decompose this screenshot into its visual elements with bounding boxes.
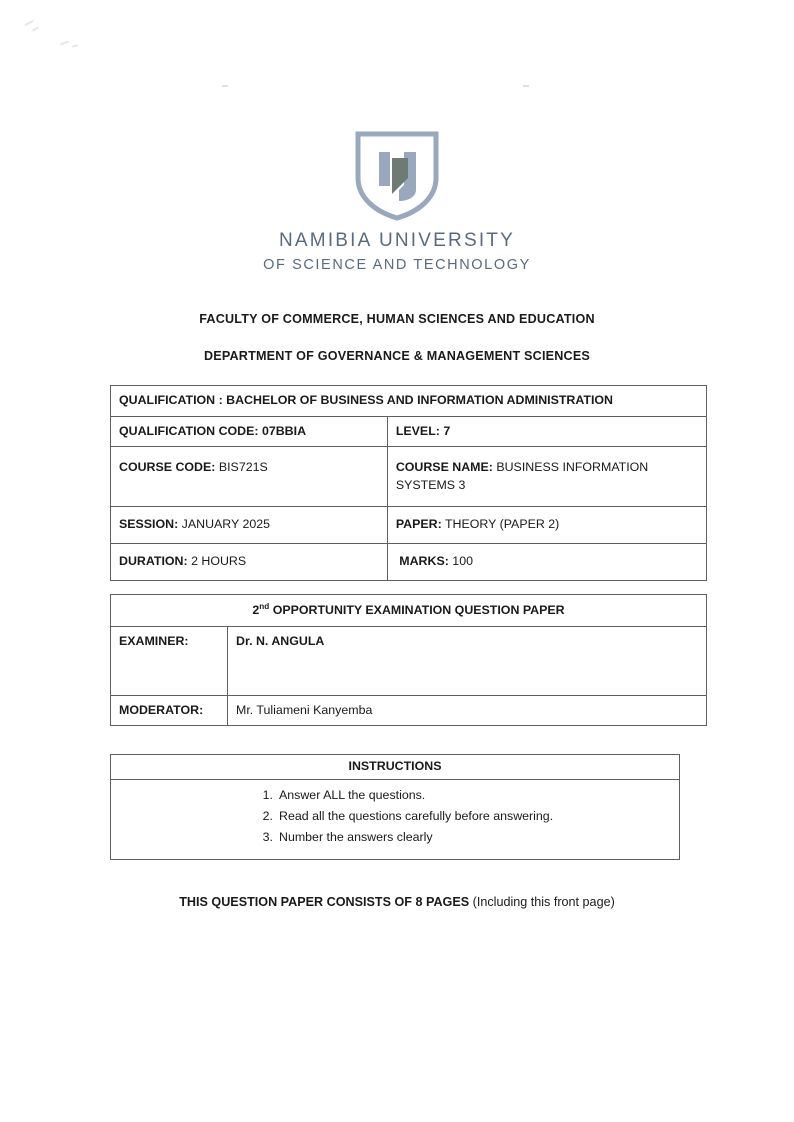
table-row-examiner (111, 626, 707, 695)
table-row-moderator (111, 695, 707, 726)
university-name: NAMIBIA UNIVERSITY (279, 230, 515, 251)
session-value: JANUARY 2025 (181, 517, 271, 532)
scan-speck-right (523, 85, 529, 87)
exam-title-suffix: OPPORTUNITY EXAMINATION QUESTION PAPER (269, 603, 565, 618)
course-code-cell (111, 447, 388, 507)
list-item (262, 785, 671, 806)
duration-value: 2 HOURS (191, 554, 247, 569)
level-label: LEVEL: (395, 423, 440, 438)
instructions-list (119, 785, 671, 849)
list-item (262, 827, 671, 848)
table-row-session-paper (111, 507, 707, 544)
table-row-course (111, 447, 707, 507)
instructions-heading: INSTRUCTIONS (111, 755, 680, 780)
scan-speck-left (222, 85, 228, 87)
paper-label: PAPER: (395, 517, 442, 532)
marks-cell (387, 544, 706, 581)
qualification-code-value: 07BBIA (261, 423, 307, 438)
instruction-text: Read all the questions carefully before answering. (279, 808, 554, 823)
moderator-value: Mr. Tuliameni Kanyemba (228, 695, 707, 726)
instruction-number: 1. (262, 787, 273, 802)
instruction-number: 3. (262, 830, 273, 845)
exam-title-ordinal: nd (259, 602, 270, 611)
course-name-value: BUSINESS INFORMATION SYSTEMS 3 (395, 460, 649, 492)
session-label: SESSION: (119, 517, 179, 532)
qualification-table (110, 385, 707, 581)
university-subtitle: OF SCIENCE AND TECHNOLOGY (263, 257, 531, 273)
level-cell (387, 416, 706, 447)
moderator-label: MODERATOR: (111, 695, 228, 726)
table-row-duration-marks (111, 544, 707, 581)
course-name-label: COURSE NAME: (395, 460, 493, 475)
exam-title-cell (111, 595, 707, 627)
marks-value: 100 (452, 554, 473, 569)
instruction-number: 2. (262, 808, 273, 823)
table-row-qualification (111, 386, 707, 417)
page-count-rest: (Including this front page) (469, 895, 615, 909)
duration-label: DURATION: (119, 554, 188, 569)
level-value: 7 (443, 423, 451, 438)
course-code-label: COURSE CODE: (119, 460, 216, 475)
qualification-code-label: QUALIFICATION CODE: (119, 423, 259, 438)
page-count-note (0, 895, 794, 909)
instruction-text: Number the answers clearly (279, 830, 433, 845)
examiner-value: Dr. N. ANGULA (228, 626, 707, 695)
instructions-table (110, 754, 680, 860)
instructions-body (111, 779, 680, 859)
examiner-label: EXAMINER: (111, 626, 228, 695)
table-row-code-level (111, 416, 707, 447)
course-name-cell (387, 447, 706, 507)
nust-shield-logo (352, 130, 442, 222)
instruction-text: Answer ALL the questions. (279, 787, 426, 802)
qualification-code-cell (111, 416, 388, 447)
duration-cell (111, 544, 388, 581)
page-count-strong: THIS QUESTION PAPER CONSISTS OF 8 PAGES (179, 895, 470, 909)
table-row-instructions-body (111, 779, 680, 859)
table-row-instructions-heading (111, 755, 680, 780)
faculty-heading: FACULTY OF COMMERCE, HUMAN SCIENCES AND EDUCATION (199, 312, 595, 326)
examination-table (110, 594, 707, 726)
list-item (262, 806, 671, 827)
university-logo-block (0, 130, 794, 273)
qualification-label: QUALIFICATION : (119, 393, 227, 407)
exam-title-prefix: 2 (252, 603, 260, 618)
qualification-value: BACHELOR OF BUSINESS AND INFORMATION ADMINISTRATION (226, 393, 614, 407)
marks-label: MARKS: (399, 554, 449, 569)
course-code-value: BIS721S (218, 460, 268, 475)
paper-value: THEORY (PAPER 2) (444, 517, 560, 532)
session-cell (111, 507, 388, 544)
department-heading: DEPARTMENT OF GOVERNANCE & MANAGEMENT SCIENCES (203, 349, 591, 363)
scan-artifact (20, 18, 90, 52)
table-row-exam-title (111, 595, 707, 627)
paper-cell (387, 507, 706, 544)
qualification-cell (111, 386, 707, 417)
